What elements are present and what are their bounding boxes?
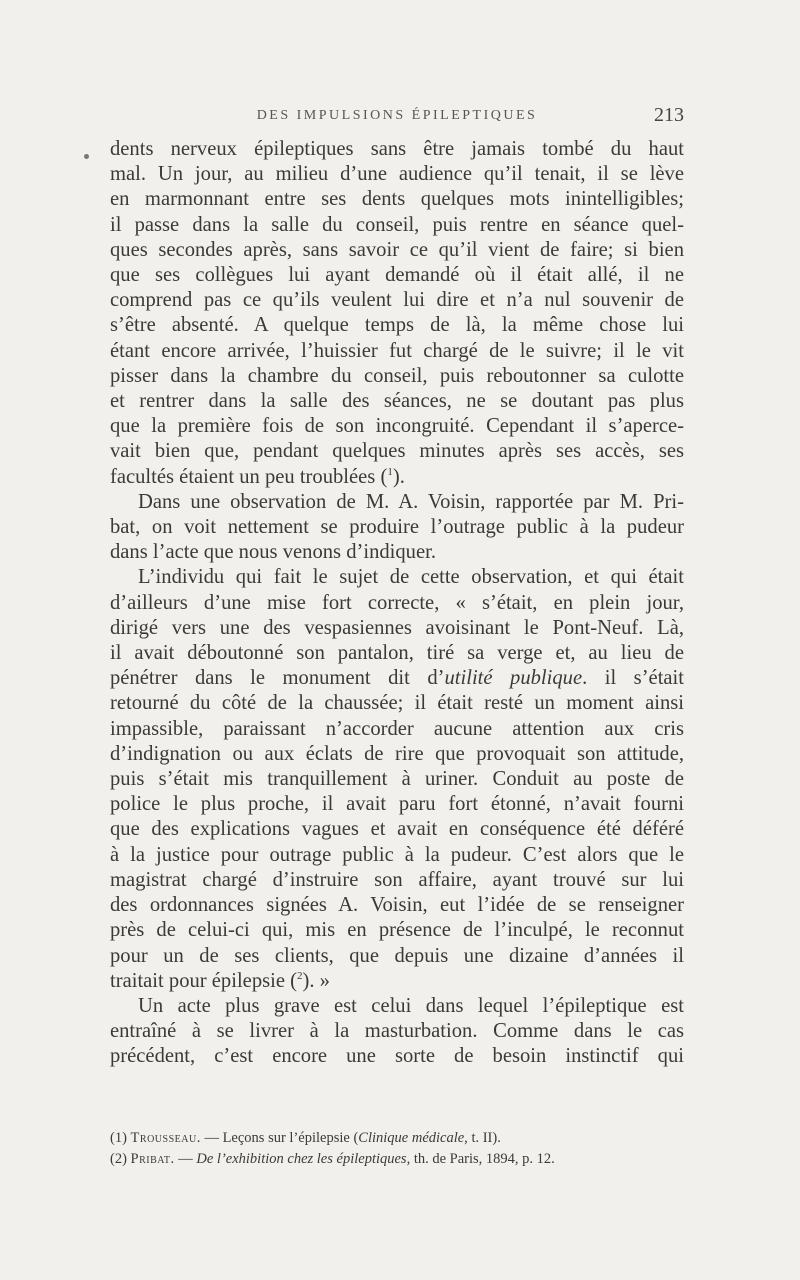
text-line: s’être absenté. A quelque temps de là, la même chose lui: [110, 314, 684, 337]
text-line: dans l’acte que nous venons d’indiquer.: [110, 541, 436, 564]
text-line: précédent, c’est encore une sorte de besoin instinctif qui: [110, 1045, 684, 1068]
text-line: magistrat chargé d’instruire son affaire, ayant trouvé sur lui: [110, 868, 684, 891]
text-line: police le plus proche, il avait paru fort étonné, n’avait fourni: [110, 793, 684, 816]
body-text: [110, 137, 684, 1070]
text-line: il avait déboutonné son pantalon, tiré sa verge et, au lieu de: [110, 642, 684, 665]
text-line: ques secondes après, sans savoir ce qu’il vient de faire; si bien: [110, 238, 684, 261]
running-head: [110, 104, 684, 130]
text-line: Un acte plus grave est celui dans lequel l’épileptique est: [138, 994, 684, 1017]
footnote-ref[interactable]: 1: [387, 465, 393, 478]
running-title: DES IMPULSIONS ÉPILEPTIQUES: [256, 108, 538, 123]
text-line: puis s’était mis tranquillement à uriner. Conduit au poste de: [110, 768, 684, 791]
text-line: étant encore arrivée, l’huissier fut chargé de le suivre; il le vit: [110, 339, 684, 362]
text-line: traitait pour épilepsie ($^2$). »: [110, 969, 330, 992]
text-line: vait bien que, pendant quelques minutes après ses accès, ses: [110, 440, 684, 463]
text-line: impassible, paraissant n’accorder aucune attention aux cris: [110, 717, 684, 740]
text-line: L’individu qui fait le sujet de cette observation, et qui était: [138, 566, 684, 589]
text-line: comprend pas ce qu’ils veulent lui dire et n’a nul souvenir de: [110, 289, 684, 312]
text-line: en marmonnant entre ses dents quelques mots inintelligibles;: [110, 188, 684, 211]
footnotes: [110, 1128, 684, 1170]
text-line: pour un de ses clients, que depuis une dizaine d’années il: [110, 944, 684, 967]
text-line: dirigé vers une des vespasiennes avoisinant le Pont-Neuf. Là,: [110, 616, 684, 639]
footnote-1: (1) Trousseau. — Leçons sur l’épilepsie (Clinique médicale, t. II).: [110, 1130, 501, 1146]
text-line: que ses collègues lui ayant demandé où il était allé, il ne: [110, 264, 684, 287]
text-line: des ordonnances signées A. Voisin, eut l’idée de se renseigner: [110, 894, 684, 917]
ink-dot: [84, 154, 89, 159]
text-line: que la première fois de son incongruité. Cependant il s’aperce-: [110, 415, 684, 438]
text-line: retourné du côté de la chaussée; il était resté un moment ainsi: [110, 692, 684, 715]
text-line: d’indignation ou aux éclats de rire que provoquait son attitude,: [110, 742, 684, 765]
text-line: Dans une observation de M. A. Voisin, rapportée par M. Pri-: [138, 490, 684, 513]
text-line: à la justice pour outrage public à la pudeur. C’est alors que le: [110, 843, 684, 866]
text-line: il passe dans la salle du conseil, puis rentre en séance quel-: [110, 213, 684, 236]
page-number: 213: [654, 104, 684, 126]
text-line: mal. Un jour, au milieu d’une audience qu’il tenait, il se lève: [110, 163, 684, 186]
footnote-ref[interactable]: 2: [297, 969, 303, 982]
text-line: pisser dans la chambre du conseil, puis reboutonner sa culotte: [110, 364, 684, 387]
text-line: facultés étaient un peu troublées ($^1$).: [110, 465, 405, 488]
footnote-2: (2) Pribat. — De l’exhibition chez les épileptiques, th. de Paris, 1894, p. 12.: [110, 1151, 555, 1167]
italic-term: utilité publique: [444, 667, 583, 690]
text-line: pénétrer dans le monument dit d’utilité publique. il s’était: [110, 667, 684, 690]
text-line: près de celui-ci qui, mis en présence de l’inculpé, le reconnut: [110, 919, 684, 942]
text-line: et rentrer dans la salle des séances, ne se doutant pas plus: [110, 390, 684, 413]
text-line: d’ailleurs d’une mise fort correcte, « s’était, en plein jour,: [110, 591, 684, 614]
text-line: dents nerveux épileptiques sans être jamais tombé du haut: [110, 138, 684, 160]
text-line: entraîné à se livrer à la masturbation. Comme dans le cas: [110, 1020, 684, 1043]
text-line: que des explications vagues et avait en conséquence été déféré: [110, 818, 684, 841]
text-line: bat, on voit nettement se produire l’outrage public à la pudeur: [110, 516, 684, 539]
